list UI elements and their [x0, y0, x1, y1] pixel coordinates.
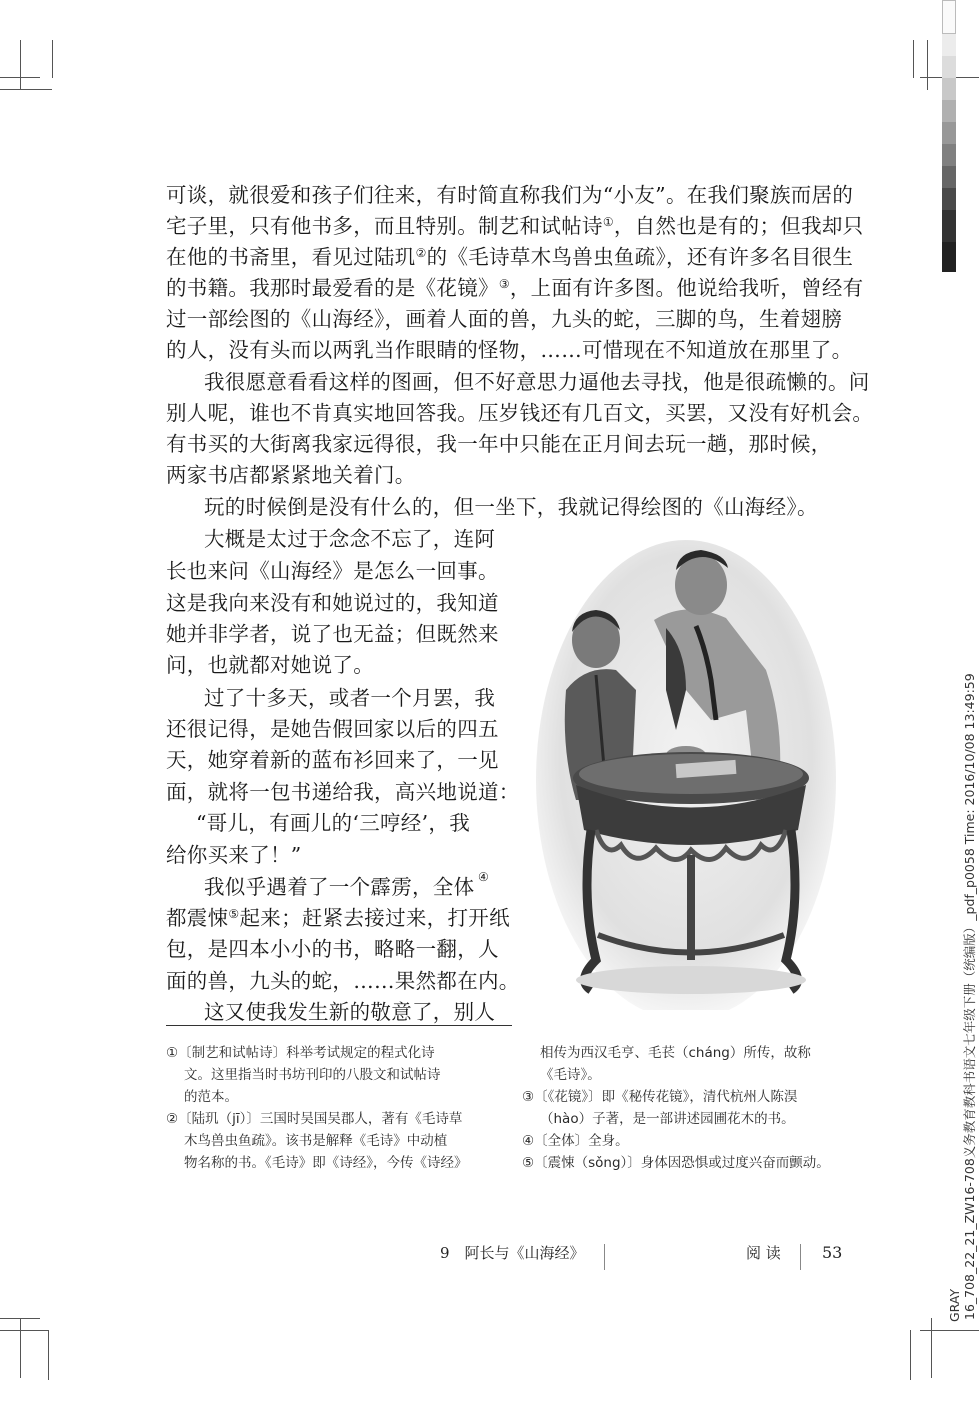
body-line: 她并非学者，说了也无益；但既然来 — [166, 622, 499, 646]
body-line: 天，她穿着新的蓝布衫回来了，一见 — [166, 748, 499, 772]
footnote-line: 的范本。 — [184, 1089, 238, 1105]
footer-divider — [800, 1244, 801, 1270]
footnote-line: 《毛诗》。 — [540, 1067, 601, 1083]
footnote-mark: ② — [415, 246, 427, 260]
footnote-line: ④〔全体〕全身。 — [522, 1133, 629, 1149]
crop-mark — [920, 1330, 979, 1331]
body-line: 这又使我发生新的敬意了，别人 — [204, 1000, 496, 1024]
footnote-line: ②〔陆玑（jī）〕三国时吴国吴郡人，著有《毛诗草 — [166, 1111, 463, 1127]
footnote-line: 物名称的书。《毛诗》即《诗经》，今传《诗经》 — [184, 1155, 468, 1171]
footnote-mark: ① — [602, 215, 614, 229]
crop-mark — [52, 40, 53, 78]
footnote-line: ③〔《花镜》〕即《秘传花镜》，清代杭州人陈淏 — [522, 1089, 798, 1105]
footnote-line: 相传为西汉毛亨、毛苌（cháng）所传，故称 — [540, 1045, 811, 1061]
body-line: 的书籍。我那时最爱看的是《花镜》③，上面有许多图。他说给我听，曾经有 — [166, 276, 864, 300]
body-line: 给你买来了！” — [166, 843, 302, 867]
crop-mark — [0, 77, 40, 78]
gray-scale-bar — [942, 0, 956, 272]
footnote-mark: ⑤ — [228, 907, 240, 921]
body-line: 大概是太过于念念不忘了，连阿 — [204, 527, 496, 551]
body-line: 过了十多天，或者一个月罢，我 — [204, 686, 496, 710]
body-line: 宅子里，只有他书多，而且特别。制艺和试帖诗①，自然也是有的；但我却只 — [166, 214, 864, 238]
body-line: 的人，没有头而以两乳当作眼睛的怪物，……可惜现在不知道放在那里了。 — [166, 338, 853, 362]
body-line: 我很愿意看看这样的图画，但不好意思力逼他去寻找，他是很疏懒的。问 — [204, 370, 870, 394]
body-line: 包，是四本小小的书，略略一翻，人 — [166, 937, 499, 961]
body-line: 面的兽，九头的蛇，……果然都在内。 — [166, 969, 520, 993]
body-line: 两家书店都紧紧地关着门。 — [166, 463, 416, 487]
crop-mark — [20, 40, 21, 90]
illustration-ah-chang-and-boy-at-table — [536, 540, 836, 1010]
footnote-line: 文。这里指当时书坊刊印的八股文和试帖诗 — [184, 1067, 441, 1083]
body-line: 玩的时候倒是没有什么的，但一坐下，我就记得绘图的《山海经》。 — [204, 495, 818, 519]
crop-mark — [927, 40, 928, 90]
footer-lesson-title: 9 阿长与《山海经》 — [440, 1244, 585, 1262]
body-line: 问，也就都对她说了。 — [166, 653, 374, 677]
footer-divider — [604, 1244, 605, 1270]
crop-mark — [48, 1330, 49, 1380]
crop-mark — [913, 40, 914, 78]
body-line: 过一部绘图的《山海经》，画着人面的兽，九头的蛇，三脚的鸟，生着翅膀 — [166, 307, 843, 331]
footnote-line: ⑤〔震悚（sǒng）〕身体因恐惧或过度兴奋而颤动。 — [522, 1155, 830, 1171]
footer-section: 阅 读 — [746, 1244, 781, 1262]
crop-mark — [910, 1330, 911, 1380]
body-line: 有书买的大街离我家远得很，我一年中只能在正月间去玩一趟，那时候， — [166, 432, 832, 456]
body-line: 长也来问《山海经》是怎么一回事。 — [166, 559, 499, 583]
crop-mark — [0, 1318, 40, 1319]
body-line: 我似乎遇着了一个霹雳，全体 — [204, 875, 475, 899]
footnote-mark: ④ — [478, 870, 489, 884]
body-line: “哥儿，有画儿的‘三哼经’，我 — [196, 811, 471, 835]
body-line: 在他的书斋里，看见过陆玑②的《毛诗草木鸟兽虫鱼疏》，还有许多名目很生 — [166, 245, 854, 269]
footnote-line: （hào）子著，是一部讲述园圃花木的书。 — [540, 1111, 795, 1127]
body-line: 可谈，就很爱和孩子们往来，有时简直称我们为“小友”。在我们聚族而居的 — [166, 183, 854, 207]
footnote-mark: ③ — [498, 277, 510, 291]
body-line: 别人呢，谁也不肯真实地回答我。压岁钱还有几百文，买罢，又没有好机会。 — [166, 401, 874, 425]
print-info-text: 16_708_22_21_ZW16-708义务教育教科书语文七年级下册（统编版）_pdf_p0058 Time: 2016/10/08 13:49:59 — [962, 673, 977, 1320]
crop-mark — [931, 1318, 932, 1378]
footnote-line: 木鸟兽虫鱼疏》。该书是解释《毛诗》中动植 — [184, 1133, 448, 1149]
page-number: 53 — [822, 1243, 843, 1262]
footnote-line: ①〔制艺和试帖诗〕科举考试规定的程式化诗 — [166, 1045, 435, 1061]
body-line: 都震悚⑤起来；赶紧去接过来，打开纸 — [166, 906, 510, 930]
print-info-gray: GRAY — [947, 1288, 962, 1322]
crop-mark — [0, 1330, 48, 1331]
crop-mark — [20, 1318, 21, 1378]
body-line: 面，就将一包书递给我，高兴地说道： — [166, 780, 520, 804]
body-line: 这是我向来没有和她说过的，我知道 — [166, 591, 499, 615]
footnote-rule — [166, 1025, 512, 1026]
crop-mark — [0, 89, 52, 90]
body-line: 还很记得，是她告假回家以后的四五 — [166, 717, 499, 741]
